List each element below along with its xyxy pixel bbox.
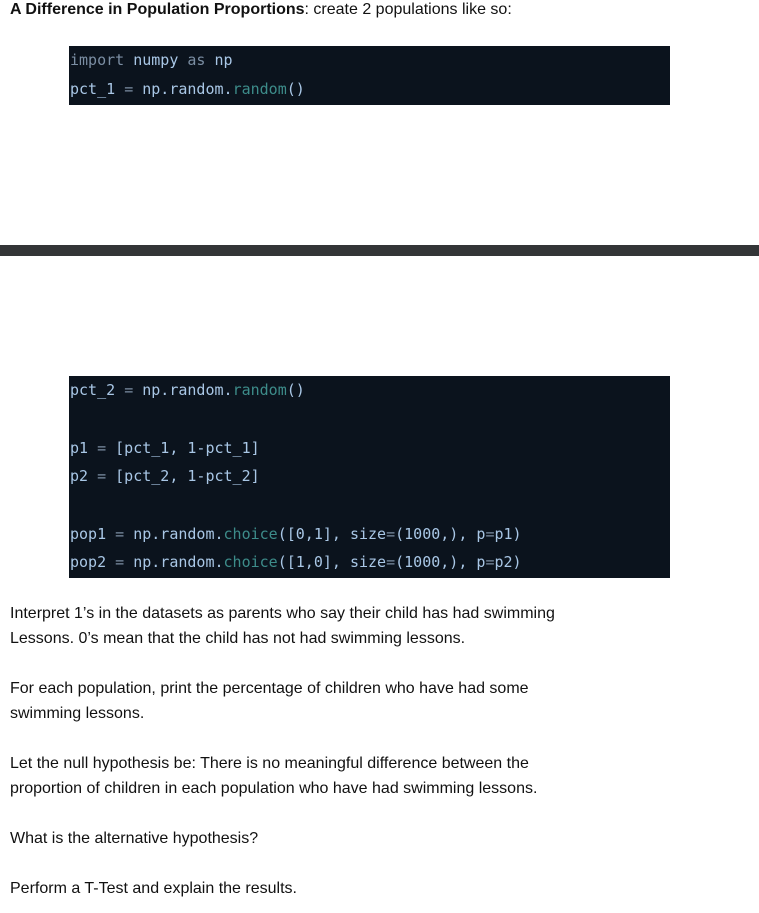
heading-bold-title: A Difference in Population Proportions bbox=[10, 1, 305, 18]
code-blank-line bbox=[70, 491, 670, 520]
code-token: random bbox=[232, 381, 287, 399]
paragraph-t-test bbox=[10, 876, 710, 901]
heading-rest: : create 2 populations like so: bbox=[304, 1, 512, 18]
paragraph-print-percentage bbox=[10, 676, 710, 726]
paragraph-line: What is the alternative hypothesis? bbox=[10, 830, 259, 847]
code-token: p1) bbox=[494, 524, 522, 543]
code-token: = bbox=[386, 524, 396, 543]
code-token: choice bbox=[223, 553, 278, 571]
code-block-populations bbox=[69, 376, 670, 578]
code-line bbox=[70, 520, 670, 549]
code-token: p2 bbox=[70, 467, 98, 485]
code-token: = bbox=[97, 467, 107, 485]
code-line bbox=[70, 75, 670, 104]
code-token: = bbox=[386, 553, 396, 571]
paragraph-interpretation bbox=[10, 601, 710, 651]
code-token: = bbox=[97, 438, 107, 457]
code-token: np.random. bbox=[133, 79, 233, 98]
code-block-imports bbox=[69, 46, 670, 105]
code-token: [pct_2, 1-pct_2] bbox=[106, 467, 260, 485]
code-token: p2) bbox=[494, 553, 522, 571]
code-token: p1 bbox=[70, 438, 98, 457]
paragraph-line: Lessons. 0’s mean that the child has not had swimming lessons. bbox=[10, 630, 466, 647]
code-token: pct_1 bbox=[70, 79, 125, 98]
paragraph-line: For each population, print the percentage of children who have had some bbox=[10, 680, 529, 697]
code-line bbox=[70, 548, 670, 577]
code-token: () bbox=[286, 79, 305, 98]
code-token: ([1,0], size bbox=[277, 553, 387, 571]
paragraph-line: Let the null hypothesis be: There is no meaningful difference between the bbox=[10, 755, 529, 772]
code-token: [pct_1, 1-pct_1] bbox=[106, 438, 260, 457]
code-token: (1000,), p bbox=[395, 553, 486, 571]
paragraph-line: Perform a T-Test and explain the results. bbox=[10, 880, 297, 897]
code-token: ([0,1], size bbox=[277, 524, 387, 543]
paragraph-null-hypothesis bbox=[10, 751, 710, 801]
code-token: pop1 bbox=[70, 524, 116, 543]
code-token: = bbox=[124, 381, 134, 399]
paragraph-line: Interpret 1’s in the datasets as parents who say their child has had swimming bbox=[10, 605, 555, 622]
code-token: = bbox=[485, 524, 495, 543]
code-token: = bbox=[124, 79, 134, 98]
section-divider bbox=[0, 245, 759, 256]
code-token: (1000,), p bbox=[395, 524, 486, 543]
code-token: choice bbox=[223, 524, 278, 543]
paragraph-line: proportion of children in each population who have had swimming lessons. bbox=[10, 780, 538, 797]
code-token: random bbox=[232, 79, 287, 98]
code-token: np.random. bbox=[124, 553, 224, 571]
code-token: np.random. bbox=[133, 381, 233, 399]
code-token: np bbox=[205, 51, 233, 69]
code-token: import bbox=[70, 51, 125, 69]
document-heading bbox=[10, 0, 512, 20]
paragraph-alternative-hypothesis bbox=[10, 826, 710, 851]
paragraph-line: swimming lessons. bbox=[10, 705, 145, 722]
code-blank-line bbox=[70, 405, 670, 434]
code-token: = bbox=[485, 553, 495, 571]
code-token: () bbox=[286, 381, 305, 399]
code-line bbox=[70, 46, 670, 75]
code-line bbox=[70, 462, 670, 491]
code-token: np.random. bbox=[124, 524, 224, 543]
code-line bbox=[70, 376, 670, 405]
code-token: pop2 bbox=[70, 553, 116, 571]
code-token: = bbox=[115, 553, 125, 571]
code-token: as bbox=[187, 51, 206, 69]
code-token: pct_2 bbox=[70, 381, 125, 399]
code-line bbox=[70, 434, 670, 463]
code-token: = bbox=[115, 524, 125, 543]
code-token: numpy bbox=[124, 51, 188, 69]
